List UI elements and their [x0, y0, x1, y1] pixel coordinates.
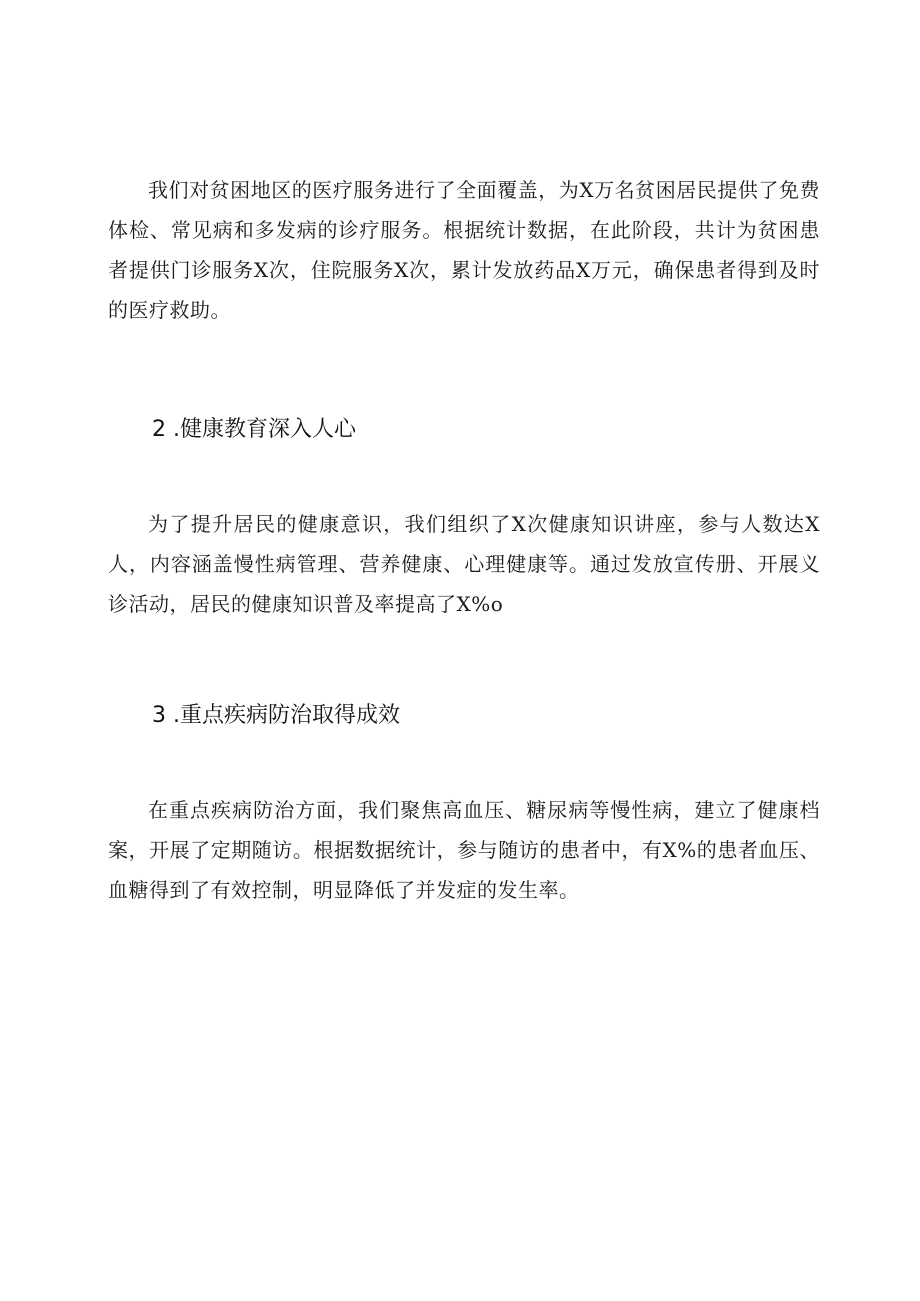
- paragraph-medical-services: 我们对贫困地区的医疗服务进行了全面覆盖，为X万名贫困居民提供了免费体检、常见病和多发病的诊疗服务。根据统计数据，在此阶段，共计为贫困患者提供门诊服务X次，住院服务X次，累计发放药品X万元，确保患者得到及时的医疗救助。: [108, 178, 820, 322]
- section-heading-health-education: 2 .健康教育深入人心: [152, 417, 356, 442]
- section-heading-disease-prevention: 3 .重点疾病防治取得成效: [152, 703, 400, 728]
- paragraph-disease-prevention: 在重点疾病防治方面，我们聚焦高血压、糖尿病等慢性病，建立了健康档案，开展了定期随访。根据数据统计，参与随访的患者中，有X%的患者血压、血糖得到了有效控制，明显降低了并发症的发生率。: [108, 798, 820, 902]
- paragraph-health-education: 为了提升居民的健康意识，我们组织了X次健康知识讲座，参与人数达X人，内容涵盖慢性病管理、营养健康、心理健康等。通过发放宣传册、开展义诊活动，居民的健康知识普及率提高了X%o: [108, 512, 820, 616]
